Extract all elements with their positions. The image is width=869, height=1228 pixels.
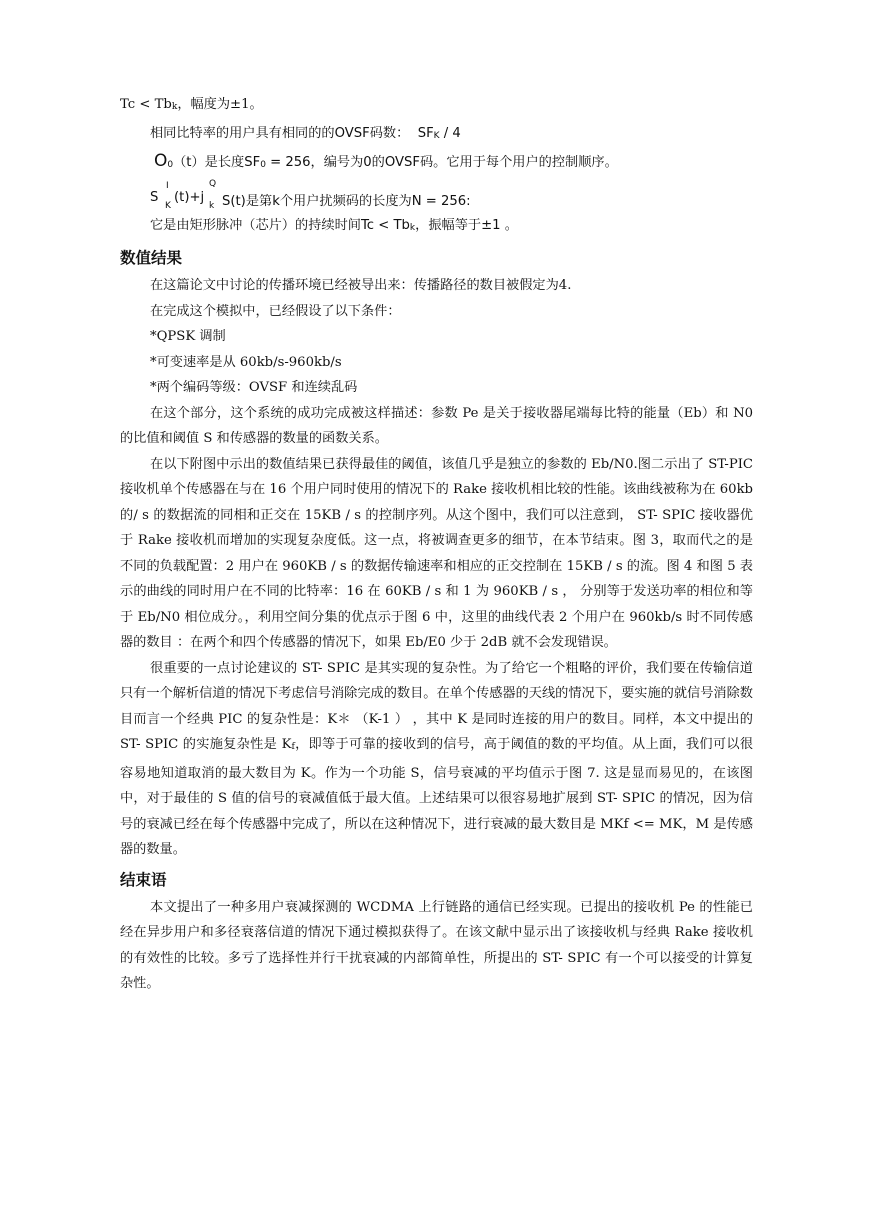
paragraph: 在以下附图中示出的数值结果已获得最佳的阈值，该值几乎是独立的参数的 Eb/N0.图二示出了 ST-PIC 接收机单个传感器在与在 16 个用户同时使用的情况下的 Rake 接收机相比较的性能。该曲线被称为在 60kb 的/ s 的数据流的同相和正交在 15KB / s 的控制序列。从这个图中，我们可以注意到， ST- SPIC 接收器优于 Rake 接收机而增加的实现复杂度低。这一点，将被调查更多的细节，在本节结束。图 3，取而代之的是不同的负载配置：2 用户在 960KB / s 的数据传输速率和相应的正交控制在 15KB / s 的流。图 4 和图 5 表示的曲线的同时用户在不同的比特率：16 在 60KB / s 和 1 为 960KB / s ， 分别等于发送功率的相位和等于 Eb/N0 相位成分。，利用空间分集的优点示于图 6 中，这里的曲线代表 2 个用户在 960kb/s 时不同传感器的数目 ：在两个和四个传感器的情况下，如果 Eb/E0 少于 2dB 就不会发现错误。 [120, 456, 753, 650]
section-heading-numerical-results: 数值结果 [120, 249, 183, 267]
subscript: k [409, 222, 416, 233]
ovsf-symbol: O [154, 151, 168, 171]
formula-sup-i: I [166, 180, 169, 191]
formula-sub-k2: k [209, 200, 215, 211]
formula-s: S [150, 189, 159, 205]
text-fragment: Tc < Tb [120, 97, 172, 112]
text-fragment: ，幅度为±1。 [177, 97, 263, 112]
text-fragment: ，即等于可靠的接收到的信号，高于阈值的数的平均值。从上面，我们可以很容易地知道取消的最大数目为 K。作为一个功能 S，信号衰减的平均值示于图 7. 这是显而易见的，在该图中，对于最佳的 S 值的信号的衰减值低于最大值。上述结果可以很容易地扩展到 ST- SPIC 的情况，因为信号的衰减已经在每个传感器中完成了，所以在这种情况下，进行衰减的最大数目是 MKf <= MK，M 是传感器的数量。 [120, 737, 754, 857]
paragraph [120, 656, 753, 863]
formula-sup-q: Q [209, 178, 217, 189]
text-fragment: = 256，编号为0的OVSF码。它用于每个用户的控制顺序。 [265, 155, 618, 170]
text-fragment: ，振幅等于±1 。 [415, 217, 518, 233]
text-fragment: / 4 [439, 125, 461, 141]
formula-mid: (t)+j [174, 189, 205, 205]
formula-sub-k: K [165, 200, 171, 211]
text-fragment: 相同比特率的用户具有相同的的OVSF码数： [150, 125, 410, 141]
text-fragment: （t）是长度SF [173, 155, 261, 170]
subscript: 0 [260, 160, 266, 170]
subscript: K [433, 130, 440, 141]
text-line-3 [120, 149, 753, 179]
formula-rest: S(t)是第k个用户扰频码的长度为N = 256: [222, 193, 471, 209]
paragraph: 在这篇论文中讨论的传播环境已经被导出来：传播路径的数目被假定为4. [150, 278, 572, 293]
formula-line [120, 179, 753, 213]
text-line-1 [120, 92, 753, 121]
bullet-item: *可变速率是从 60kb/s-960kb/s [150, 354, 342, 370]
document-page [120, 92, 753, 997]
subscript: f [291, 742, 295, 752]
text-fragment: 它是由矩形脉冲（芯片）的持续时间Tc < Tb [150, 217, 410, 233]
bullet-item: *两个编码等级：OVSF 和连续乱码 [150, 380, 358, 395]
paragraph: 在完成这个模拟中，已经假设了以下条件： [150, 303, 401, 319]
subscript: 0 [167, 160, 174, 170]
paragraph: 本文提出了一种多用户衰减探测的 WCDMA 上行链路的通信已经实现。已提出的接收机 Pe 的性能已经在异步用户和多径衰落信道的情况下通过模拟获得了。在该文献中显示出了该接收机与经典 Rake 接收机的有效性的比较。多亏了选择性并行干扰衰减的内部简单性，所提出的 ST- SPIC 有一个可以接受的计算复杂性。 [120, 899, 753, 991]
text-fragment: SF [417, 125, 434, 141]
text-line-2 [120, 121, 753, 150]
paragraph: 在这个部分，这个系统的成功完成被这样描述：参数 Pe 是关于接收器尾端每比特的能量（Eb）和 N0 的比值和阈值 S 和传感器的数量的函数关系。 [120, 405, 753, 446]
section-heading-conclusion: 结束语 [120, 870, 167, 889]
text-fragment: 很重要的一点讨论建议的 ST- SPIC 是其实现的复杂性。为了给它一个粗略的评价，我们要在传输信道只有一个解析信道的情况下考虑信号消除完成的数目。在单个传感器的天线的情况下，要实施的就信号消除数目而言一个经典 PIC 的复杂性是：K＊ （K-1 ） ，其中 K 是同时连接的用户的数目。同样，本文中提出的 ST- SPIC 的实施复杂性是 K [120, 660, 753, 752]
text-line-5 [120, 213, 753, 242]
subscript: k [171, 102, 178, 112]
bullet-item: *QPSK 调制 [150, 329, 226, 344]
